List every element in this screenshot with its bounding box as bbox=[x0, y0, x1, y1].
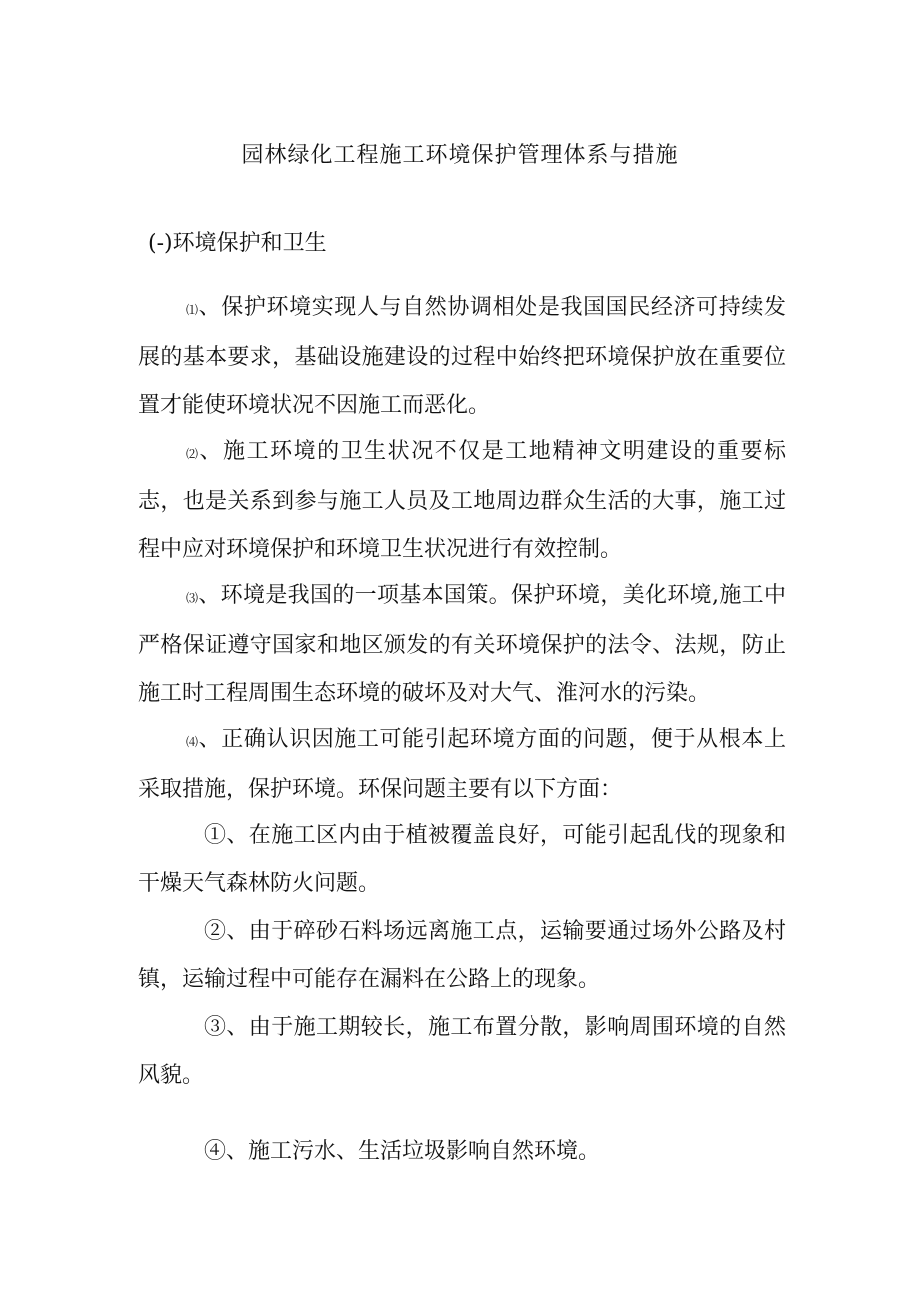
list-item-1: ①、在施工区内由于植被覆盖良好，可能引起乱伐的现象和干燥天气森林防火问题。 bbox=[138, 823, 786, 896]
paragraph-4 bbox=[138, 716, 786, 814]
paragraph-3 bbox=[138, 572, 786, 718]
paragraph-2 bbox=[138, 428, 786, 574]
paragraph-2-text: 、施工环境的卫生状况不仅是工地精神文明建设的重要标志，也是关系到参与施工人员及工地周边群众生活的大事，施工过程中应对环境保护和环境卫生状况进行有效控制。 bbox=[138, 439, 786, 562]
paragraph-3-marker: ⑶ bbox=[186, 591, 199, 605]
section-heading: (-)环境保护和卫生 bbox=[148, 231, 327, 256]
paragraph-1 bbox=[138, 284, 786, 430]
document-title: 园林绿化工程施工环境保护管理体系与措施 bbox=[241, 143, 679, 168]
list-item-3: ③、由于施工期较长，施工布置分散，影响周围环境的自然风貌。 bbox=[138, 1015, 786, 1088]
paragraph-4-text: 、正确认识因施工可能引起环境方面的问题，便于从根本上采取措施，保护环境。环保问题主要有以下方面： bbox=[138, 727, 786, 802]
paragraph-1-text: 、保护环境实现人与自然协调相处是我国国民经济可持续发展的基本要求，基础设施建设的过程中始终把环境保护放在重要位置才能使环境状况不因施工而恶化。 bbox=[138, 295, 786, 418]
list-item-4: ④、施工污水、生活垃圾影响自然环境。 bbox=[204, 1139, 601, 1164]
paragraph-1-marker: ⑴ bbox=[186, 303, 199, 317]
paragraph-2-marker: ⑵ bbox=[186, 447, 200, 461]
paragraph-4-marker: ⑷ bbox=[186, 735, 199, 749]
list-item-2: ②、由于碎砂石料场远离施工点，运输要通过场外公路及村镇，运输过程中可能存在漏料在公路上的现象。 bbox=[138, 919, 786, 992]
paragraph-3-text: 、环境是我国的一项基本国策。保护环境，美化环境,施工中严格保证遵守国家和地区颁发的有关环境保护的法令、法规，防止施工时工程周围生态环境的破坏及对大气、淮河水的污染。 bbox=[138, 583, 786, 706]
